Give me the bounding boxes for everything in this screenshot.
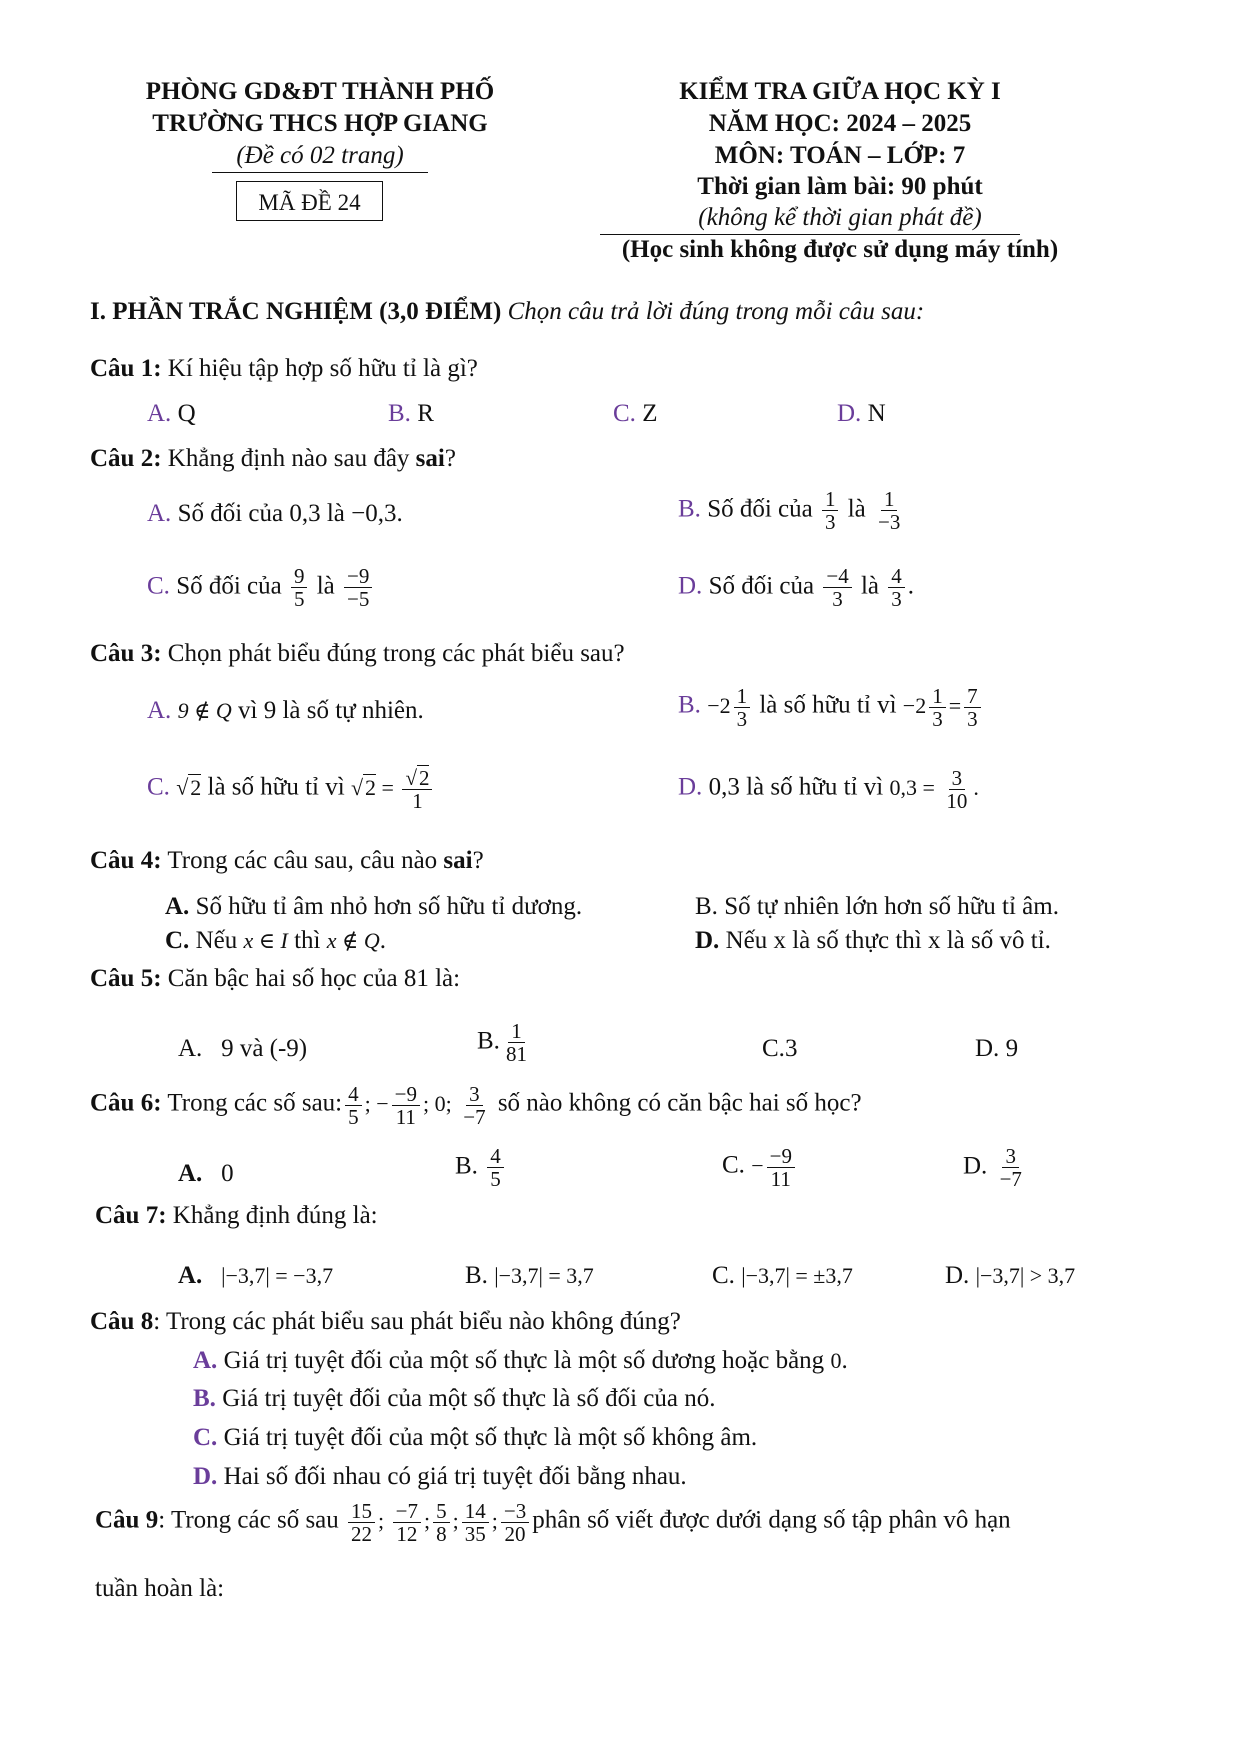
option-label: D. [837,400,862,427]
q8-option-b[interactable] [193,1385,716,1414]
q8-option-d[interactable] [193,1463,687,1492]
option-label: A. [193,1347,218,1374]
q8-option-a[interactable]: A. Giá trị tuyệt đối của một số thực là một số dương hoặc bằng 0. [193,1347,848,1374]
option-text: Hai số đối nhau có giá trị tuyệt đối bằng nhau. [223,1463,687,1490]
option-text: Số đối của [176,572,282,600]
option-label: D. [945,1262,970,1289]
q5-option-a[interactable] [178,1035,307,1064]
option-text: 9 [1005,1035,1019,1062]
question-text: Kí hiệu tập hợp số hữu tỉ là gì? [167,355,478,382]
option-text: thì [294,927,321,954]
q3-option-d[interactable] [678,767,979,812]
fraction: $\frac{-4}{3}$ [823,565,851,610]
q1-option-a[interactable] [147,400,196,429]
option-text: vì 9 là số tự nhiên. [231,697,424,724]
question-label: Câu 5: [90,965,162,992]
question-8 [90,1308,681,1337]
math-expression: |−3,7| > 3,7 [975,1263,1076,1288]
question-label: Câu 7: [95,1202,167,1229]
question-text: Chọn phát biểu đúng trong các phát biểu sau? [167,640,625,667]
option-label: A. [147,500,172,527]
fraction: $\frac{1}{81}$ [505,1019,527,1067]
math-expression: |−3,7| = −3,7 [221,1263,334,1288]
question-label: Câu 1: [90,355,162,382]
section-title: I. PHẦN TRẮC NGHIỆM (3,0 ĐIỂM) [90,298,502,325]
number-list: $\frac{4}{5}$ ; − $\frac{-9}{11}$ ; 0; $\frac{3}{-7}$ [342,1091,491,1116]
math-expression: 9 ∉ Q [177,698,232,723]
option-label: B. [193,1385,216,1412]
question-text-end: số nào không có căn bậc hai số học? [497,1089,862,1117]
q6-option-a[interactable] [178,1160,234,1189]
option-text: 9 và (-9) [221,1035,308,1062]
q5-option-d[interactable] [975,1035,1018,1064]
option-label: C. [147,572,170,600]
option-text: Giá trị tuyệt đối của một số thực là số đối của nó. [222,1385,716,1412]
question-label: Câu 3: [90,640,162,667]
header-school: TRƯỜNG THCS HỢP GIANG [152,110,488,137]
q8-option-c[interactable] [193,1424,757,1453]
question-4 [90,847,484,876]
q3-option-b[interactable] [678,685,984,730]
option-label: A. [178,1160,203,1187]
option-text: Giá trị tuyệt đối của một số thực là một số không âm. [223,1424,758,1451]
q7-option-a[interactable] [178,1262,333,1291]
question-text: : Trong các số sau [158,1506,339,1534]
question-text: Trong các số sau: [167,1089,343,1117]
question-3 [90,640,625,669]
option-text-la: là [847,495,866,523]
option-label: D. [678,572,703,600]
option-label: D. [193,1463,218,1490]
option-text-la: là [316,572,335,600]
option-label: B. [388,400,411,427]
q4-option-c[interactable]: C. Nếu x ∈ I thì x ∉ Q. [165,927,386,954]
option-label: B. [695,893,718,920]
question-9-continuation: tuần hoàn là: [95,1575,225,1602]
q3-option-a[interactable] [147,697,424,726]
option-text: Số đối của [708,572,815,600]
fraction: $\frac{1}{-3}$ [878,487,901,535]
q1-option-b[interactable] [388,400,434,429]
fraction: $\frac{4}{5}$ [487,1145,504,1190]
question-6 [90,1083,862,1128]
question-label: Câu 2: [90,445,162,472]
question-text: Khẳng định nào sau đây [167,445,416,472]
math-expression: |−3,7| = 3,7 [494,1263,594,1288]
q6-option-d[interactable] [963,1145,1028,1190]
question-label: Câu 4: [90,847,162,874]
option-label: A. [178,1035,203,1062]
option-label: D. [695,927,720,954]
q2-option-b[interactable] [678,488,906,533]
question-9 [95,1500,1011,1545]
question-text: Trong các câu sau, câu nào [167,847,444,874]
q2-option-a[interactable] [147,500,403,529]
option-label: C. [193,1424,218,1451]
option-text: Giá trị tuyệt đối của một số thực là một số dương hoặc bằng [223,1347,825,1374]
question-label: Câu 6: [90,1089,162,1117]
duration-note: (không kể thời gian phát đề) [698,204,982,231]
header-page-count: (Đề có 02 trang) [236,142,404,169]
option-text: Số đối của 0,3 là −0,3. [177,500,403,527]
question-text: Khẳng định đúng là: [172,1202,378,1229]
q6-option-c[interactable]: C. − $\frac{-9}{11}$ [722,1145,798,1190]
exam-title: KIỂM TRA GIỮA HỌC KỲ I [679,78,1001,105]
option-text: 0,3 là số hữu tỉ vì [708,773,884,801]
math-expression: √2 = $\frac{√2}{1}$ [351,775,436,800]
option-text: là số hữu tỉ vì [759,691,897,719]
math-expression: −2 $\frac{1}{3}$ = $\frac{7}{3}$ [903,693,984,718]
option-text: 0 [221,1160,234,1187]
option-label: D. [678,773,703,801]
q4-option-a[interactable] [165,893,582,922]
calculator-note: (Học sinh không được sử dụng máy tính) [621,236,1059,263]
option-label: C. [722,1151,745,1179]
q4-option-b[interactable] [695,893,1059,922]
fraction-list: $\frac{15}{22}$ ; $\frac{-7}{12}$ ; $\frac{5}{8}$ ; $\frac{14}{35}$ ; $\frac{-3}{20}$ [345,1508,532,1533]
q5-option-c[interactable] [762,1035,797,1064]
option-text: R [417,400,434,427]
option-label: A. [178,1262,203,1289]
option-text-la: là [860,572,879,600]
fraction: $\frac{-9}{-5}$ [344,565,372,610]
option-label: C. [762,1035,785,1062]
option-text: Nếu x là số thực thì x là số vô tỉ. [725,927,1051,954]
question-text-cont: phân số viết được dưới dạng số tập phân vô hạn [532,1506,1011,1534]
option-label: B. [477,1027,500,1055]
q6-option-b[interactable] [455,1145,507,1190]
mixed-number: −2 $\frac{1}{3}$ [707,693,753,718]
option-label: A. [147,697,172,724]
option-text: 3 [784,1035,798,1062]
question-text: Căn bậc hai số học của 81 là: [167,965,461,992]
q2-option-c[interactable] [147,565,375,610]
option-label: B. [465,1262,488,1289]
option-text: N [867,400,886,427]
q7-option-d[interactable] [945,1262,1075,1291]
question-5 [90,965,460,994]
fraction: $\frac{9}{5}$ [291,565,308,610]
option-label: B. [455,1152,478,1180]
option-text: Số tự nhiên lớn hơn số hữu tỉ âm. [724,893,1059,920]
school-year: NĂM HỌC: 2024 – 2025 [708,110,972,137]
option-label: A. [147,400,172,427]
header-left-underline [212,172,428,173]
q1-option-c[interactable] [613,400,657,429]
section-heading [90,298,924,327]
option-text: Số hữu tỉ âm nhỏ hơn số hữu tỉ dương. [195,893,583,920]
fraction: $\frac{3}{-7}$ [999,1144,1022,1192]
exam-code: MÃ ĐỀ 24 [258,190,361,215]
sqrt-expression: √2 [176,774,202,800]
question-emphasis: sai [415,445,445,472]
q1-option-d[interactable] [837,400,886,429]
option-label: D. [975,1035,1000,1062]
math-expression: x ∉ Q [326,928,380,953]
q7-option-c[interactable] [712,1262,853,1291]
duration: Thời gian làm bài: 90 phút [697,173,983,200]
header-department: PHÒNG GD&ĐT THÀNH PHỐ [145,78,495,105]
option-label: A. [165,893,190,920]
option-text: Nếu [195,927,238,954]
option-label: B. [678,691,701,719]
q5-option-b[interactable] [477,1020,533,1065]
question-2 [90,445,456,474]
option-text: Số đối của [707,495,813,523]
option-label: C. [165,927,190,954]
fraction: $\frac{1}{3}$ [822,488,839,533]
q4-option-d[interactable] [695,927,1051,956]
question-end: ? [444,445,456,472]
question-emphasis: sai [443,847,473,874]
question-label: Câu 9 [95,1506,159,1534]
option-text: là số hữu tỉ vì [207,773,345,801]
q3-option-c[interactable] [147,767,435,812]
option-label: C. [613,400,636,427]
math-expression: 0,3 = $\frac{3}{10}$ . [889,766,979,814]
option-label: D. [963,1152,988,1180]
math-expression: |−3,7| = ±3,7 [741,1263,853,1288]
option-label: B. [678,495,701,523]
fraction: $\frac{4}{3}$ [888,565,905,610]
q2-option-d[interactable]: D. Số đối của $\frac{-4}{3}$ là $\frac{4}{3}$ . [678,564,914,612]
math-expression: x ∈ I [243,928,288,953]
question-7 [95,1202,378,1231]
q7-option-b[interactable] [465,1262,594,1291]
option-text: Q [177,400,196,427]
option-text: Z [642,400,658,427]
header-right-underline [600,234,1020,235]
question-label: Câu 8 [90,1308,154,1335]
question-text: : Trong các phát biểu sau phát biểu nào không đúng? [153,1308,681,1335]
question-end: ? [472,847,484,874]
option-label: C. [147,773,170,801]
option-label: C. [712,1262,735,1289]
question-1 [90,355,478,384]
subject: MÔN: TOÁN – LỚP: 7 [714,142,966,169]
section-instruction: Chọn câu trả lời đúng trong mỗi câu sau: [507,298,925,325]
